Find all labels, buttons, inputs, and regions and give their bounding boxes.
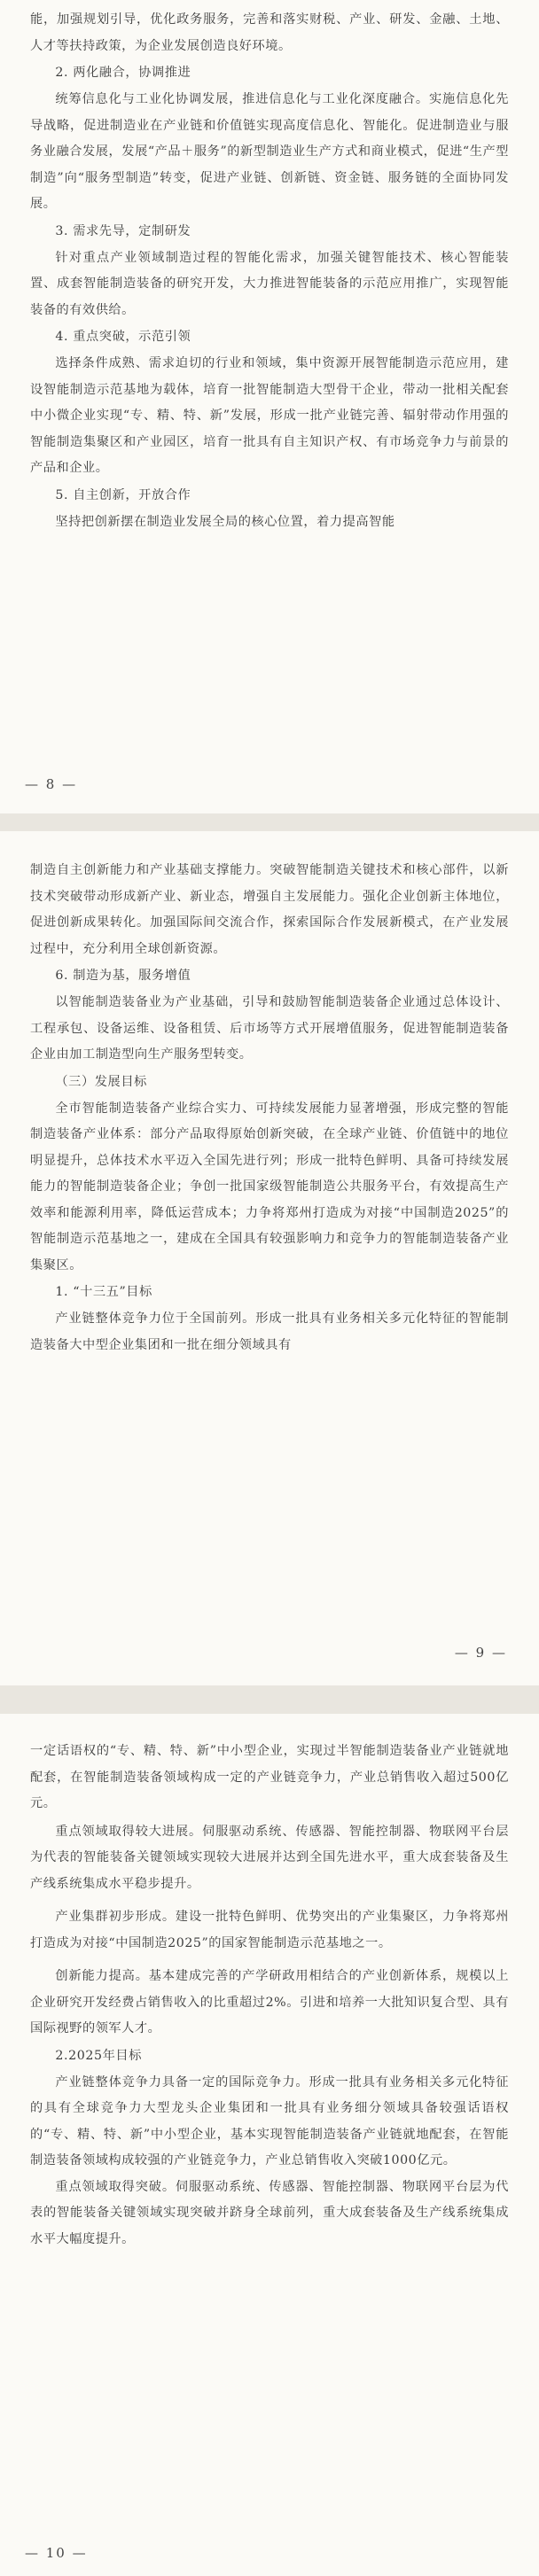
paragraph: 以智能制造装备业为产业基础，引导和鼓励智能制造装备企业通过总体设计、工程承包、设备运维、设备租赁、后市场等方式开展增值服务，促进智能制造装备企业由加工制造型向生产服务型转变。 [30, 995, 509, 1062]
page-number: — 10 — [25, 2545, 88, 2561]
paragraph: 产业集群初步形成。建设一批特色鲜明、优势突出的产业集聚区，力争将郑州打造成为对接“中国制造2025”的国家智能制造示范基地之一。 [30, 1910, 509, 1950]
paragraph: 产业链整体竞争力具备一定的国际竞争力。形成一批具有业务相关多元化特征的具有全球竞争力大型龙头企业集团和一批具有业务细分领域具备较强话语权的“专、精、特、新”中小型企业，基本实现智能制造装备产业链就地配套，在智能制造装备领域构成较强的产业链竞争力，产业总销售收入突破1000亿元。 [30, 2074, 509, 2167]
paragraph: 产业链整体竞争力位于全国前列。形成一批具有业务相关多元化特征的智能制造装备大中型企业集团和一批在细分领域具有 [30, 1311, 509, 1352]
paragraph: 重点领域取得突破。伺服驱动系统、传感器、智能控制器、物联网平台层为代表的智能装备关键领域实现突破并跻身全球前列，重大成套装备及生产线系统集成水平大幅度提升。 [30, 2179, 509, 2246]
section-heading-13th-five-year: 1. “十三五”目标 [55, 1285, 152, 1299]
section-heading-2025: 2.2025年目标 [55, 2048, 142, 2063]
paragraph-continued: 制造自主创新能力和产业基础支撑能力。突破智能制造关键技术和核心部件，以新技术突破带动形成新产业、新业态，增强自主发展能力。强化企业创新主体地位，促进创新成果转化。加强国际间交流合作，探索国际合作发展新模式，在产业发展过程中，充分利用全球创新资源。 [30, 863, 509, 956]
section-heading-2: 2. 两化融合，协调推进 [55, 66, 191, 80]
document-page-8 [0, 0, 539, 813]
section-heading-4: 4. 重点突破，示范引领 [55, 330, 191, 344]
section-heading-goals: （三）发展目标 [55, 1074, 147, 1089]
section-heading-5: 5. 自主创新，开放合作 [55, 487, 191, 502]
page-separator [0, 1685, 539, 1714]
section-heading-6: 6. 制造为基，服务增值 [55, 969, 191, 983]
paragraph: 针对重点产业领域制造过程的智能化需求，加强关键智能技术、核心智能装置、成套智能制造装备的研究开发，大力推进智能装备的示范应用推广，实现智能装备的有效供给。 [30, 250, 509, 317]
document-page-9 [0, 831, 539, 1685]
page-number: — 8 — [25, 776, 78, 792]
page-number: — 9 — [454, 1645, 507, 1661]
paragraph: 坚持把创新摆在制造业发展全局的核心位置，着力提高智能 [55, 514, 395, 529]
section-heading-3: 3. 需求先导，定制研发 [55, 223, 191, 238]
page-separator [0, 813, 539, 831]
document-page-10 [0, 1714, 539, 2576]
paragraph: 统筹信息化与工业化协调发展，推进信息化与工业化深度融合。实施信息化先导战略，促进制造业在产业链和价值链实现高度信息化、智能化。促进制造业与服务业融合发展，发展“产品＋服务”的新型制造业生产方式和商业模式，促进“生产型制造”向“服务型制造”转变，促进产业链、创新链、资金链、服务链的全面协同发展。 [30, 92, 509, 211]
paragraph-continued: 一定话语权的“专、精、特、新”中小型企业，实现过半智能制造装备业产业链就地配套，在智能制造装备领域构成一定的产业链竞争力，产业总销售收入超过500亿元。 [30, 1744, 509, 1810]
paragraph: 重点领域取得较大进展。伺服驱动系统、传感器、智能控制器、物联网平台层为代表的智能装备关键领域实现较大进展并达到全国先进水平，重大成套装备及生产线系统集成水平稳步提升。 [30, 1824, 509, 1891]
paragraph: 选择条件成熟、需求迫切的行业和领域，集中资源开展智能制造示范应用，建设智能制造示范基地为载体，培育一批智能制造大型骨干企业，带动一批相关配套中小微企业实现“专、精、特、新”发展，形成一批产业链完善、辐射带动作用强的智能制造集聚区和产业园区，培育一批具有自主知识产权、有市场竞争力与前景的产品和企业。 [30, 356, 509, 475]
paragraph: 创新能力提高。基本建成完善的产学研政用相结合的产业创新体系，规模以上企业研究开发经费占销售收入的比重超过2%。引进和培养一大批知识复合型、具有国际视野的领军人才。 [30, 1969, 509, 2035]
paragraph-continued: 能，加强规划引导，优化政务服务，完善和落实财税、产业、研发、金融、土地、人才等扶持政策，为企业发展创造良好环境。 [30, 12, 509, 53]
paragraph: 全市智能制造装备产业综合实力、可持续发展能力显著增强，形成完整的智能制造装备产业体系：部分产品取得原始创新突破，在全球产业链、价值链中的地位明显提升，总体技术水平迈入全国先进行列；形成一批特色鲜明、具备可持续发展能力的智能制造装备企业；争创一批国家级智能制造公共服务平台，有效提高生产效率和能源利用率，降低运营成本；力争将郑州打造成为对接“中国制造2025”的智能制造示范基地之一，建成在全国具有较强影响力和竞争力的智能制造装备产业集聚区。 [30, 1101, 509, 1272]
